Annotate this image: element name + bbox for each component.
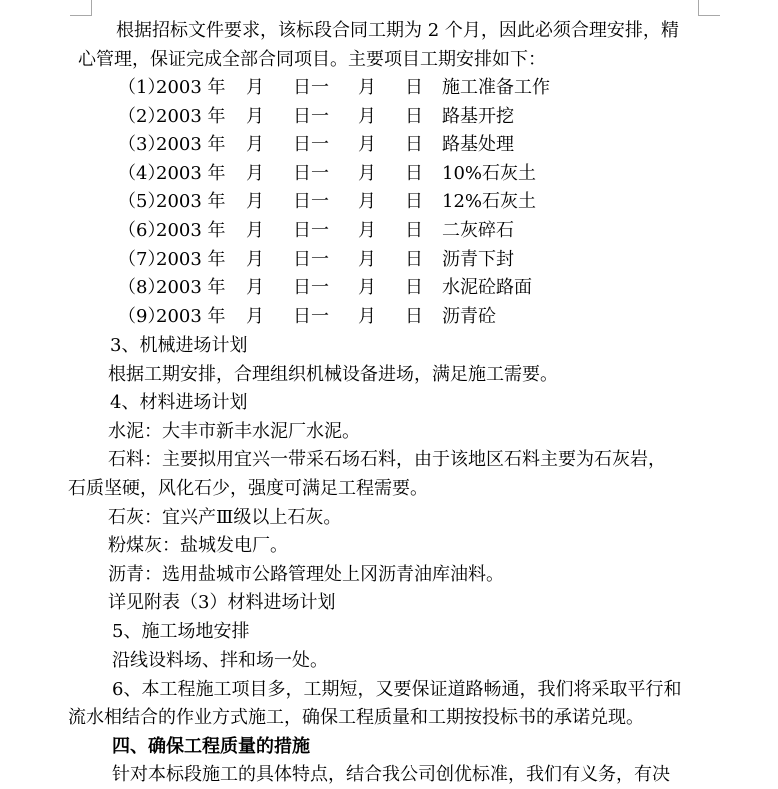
schedule-start-month: 月	[246, 220, 264, 241]
intro-line-2: 心管理，保证完成全部合同项目。主要项目工期安排如下：	[78, 49, 546, 70]
schedule-row	[118, 249, 578, 271]
section-6-line-1: 6、本工程施工项目多，工期短，又要保证道路畅通，我们将采取平行和	[112, 679, 682, 700]
schedule-end-day: 日	[405, 220, 423, 241]
schedule-end-day: 日	[405, 163, 423, 184]
schedule-start-day: 日一	[293, 134, 329, 155]
section-6-line-2: 流水相结合的作业方式施工，确保工程质量和工期按投标书的承诺兑现。	[68, 707, 644, 728]
schedule-end-month: 月	[358, 163, 376, 184]
schedule-year: 2003 年	[156, 134, 226, 155]
schedule-task: 路基开挖	[442, 106, 514, 127]
schedule-index: （2）	[118, 106, 166, 127]
schedule-end-month: 月	[358, 191, 376, 212]
schedule-task: 施工准备工作	[442, 77, 550, 98]
schedule-end-day: 日	[405, 134, 423, 155]
schedule-task: 12%石灰土	[442, 191, 537, 212]
schedule-row	[118, 106, 578, 128]
site-text: 沿线设料场、拌和场一处。	[112, 650, 328, 671]
schedule-start-day: 日一	[293, 77, 329, 98]
schedule-end-month: 月	[358, 306, 376, 327]
schedule-row	[118, 77, 578, 99]
schedule-start-day: 日一	[293, 220, 329, 241]
materials-flyash: 粉煤灰：盐城发电厂。	[108, 535, 288, 556]
schedule-row	[118, 306, 578, 328]
schedule-start-day: 日一	[293, 277, 329, 298]
machinery-text: 根据工期安排，合理组织机械设备进场，满足施工需要。	[108, 364, 558, 385]
schedule-end-month: 月	[358, 77, 376, 98]
schedule-end-month: 月	[358, 220, 376, 241]
schedule-year: 2003 年	[156, 220, 226, 241]
schedule-start-month: 月	[246, 77, 264, 98]
schedule-start-day: 日一	[293, 191, 329, 212]
schedule-start-month: 月	[246, 277, 264, 298]
materials-asphalt: 沥青：选用盐城市公路管理处上冈沥青油库油料。	[108, 564, 504, 585]
schedule-start-month: 月	[246, 191, 264, 212]
schedule-task: 二灰碎石	[442, 220, 514, 241]
schedule-task: 10%石灰土	[442, 163, 537, 184]
schedule-index: （1）	[118, 77, 166, 98]
schedule-start-month: 月	[246, 249, 264, 270]
materials-stone-line-1: 石料：主要拟用宜兴一带采石场石料，由于该地区石料主要为石灰岩，	[108, 449, 666, 470]
intro-line-1: 根据招标文件要求，该标段合同工期为 2 个月，因此必须合理安排，精	[116, 20, 679, 41]
schedule-row	[118, 277, 578, 299]
schedule-year: 2003 年	[156, 249, 226, 270]
materials-heading: 4、材料进场计划	[110, 392, 248, 413]
machinery-heading: 3、机械进场计划	[110, 335, 248, 356]
schedule-year: 2003 年	[156, 306, 226, 327]
schedule-start-month: 月	[246, 163, 264, 184]
schedule-year: 2003 年	[156, 191, 226, 212]
schedule-index: （6）	[118, 220, 166, 241]
schedule-end-day: 日	[405, 106, 423, 127]
schedule-end-month: 月	[358, 106, 376, 127]
schedule-end-day: 日	[405, 277, 423, 298]
schedule-start-month: 月	[246, 306, 264, 327]
schedule-start-day: 日一	[293, 163, 329, 184]
schedule-end-day: 日	[405, 191, 423, 212]
schedule-task: 水泥砼路面	[442, 277, 532, 298]
materials-cement: 水泥：大丰市新丰水泥厂水泥。	[108, 421, 360, 442]
schedule-end-month: 月	[358, 134, 376, 155]
schedule-task: 沥青砼	[442, 306, 496, 327]
schedule-year: 2003 年	[156, 277, 226, 298]
schedule-year: 2003 年	[156, 77, 226, 98]
margin-corner-mark-left	[70, 0, 92, 16]
schedule-year: 2003 年	[156, 163, 226, 184]
schedule-start-day: 日一	[293, 106, 329, 127]
schedule-start-day: 日一	[293, 306, 329, 327]
site-heading: 5、施工场地安排	[112, 621, 250, 642]
section-four-line-1: 针对本标段施工的具体特点，结合我公司创优标准，我们有义务，有决	[112, 764, 670, 785]
materials-stone-line-2: 石质坚硬，风化石少，强度可满足工程需要。	[68, 478, 428, 499]
schedule-start-month: 月	[246, 106, 264, 127]
schedule-index: （9）	[118, 306, 166, 327]
schedule-row	[118, 134, 578, 156]
schedule-start-day: 日一	[293, 249, 329, 270]
materials-see-table: 详见附表（3）材料进场计划	[108, 592, 336, 613]
schedule-task: 路基处理	[442, 134, 514, 155]
schedule-index: （8）	[118, 277, 166, 298]
schedule-row	[118, 163, 578, 185]
schedule-index: （7）	[118, 249, 166, 270]
schedule-task: 沥青下封	[442, 249, 514, 270]
schedule-start-month: 月	[246, 134, 264, 155]
schedule-end-month: 月	[358, 277, 376, 298]
schedule-end-day: 日	[405, 306, 423, 327]
schedule-end-day: 日	[405, 249, 423, 270]
schedule-row	[118, 191, 578, 213]
schedule-index: （4）	[118, 163, 166, 184]
margin-corner-mark-right	[698, 0, 720, 16]
schedule-end-day: 日	[405, 77, 423, 98]
schedule-year: 2003 年	[156, 106, 226, 127]
materials-lime: 石灰：宜兴产Ⅲ级以上石灰。	[108, 507, 342, 528]
schedule-index: （5）	[118, 191, 166, 212]
schedule-row	[118, 220, 578, 242]
schedule-index: （3）	[118, 134, 166, 155]
section-four-heading: 四、确保工程质量的措施	[112, 736, 310, 757]
schedule-end-month: 月	[358, 249, 376, 270]
